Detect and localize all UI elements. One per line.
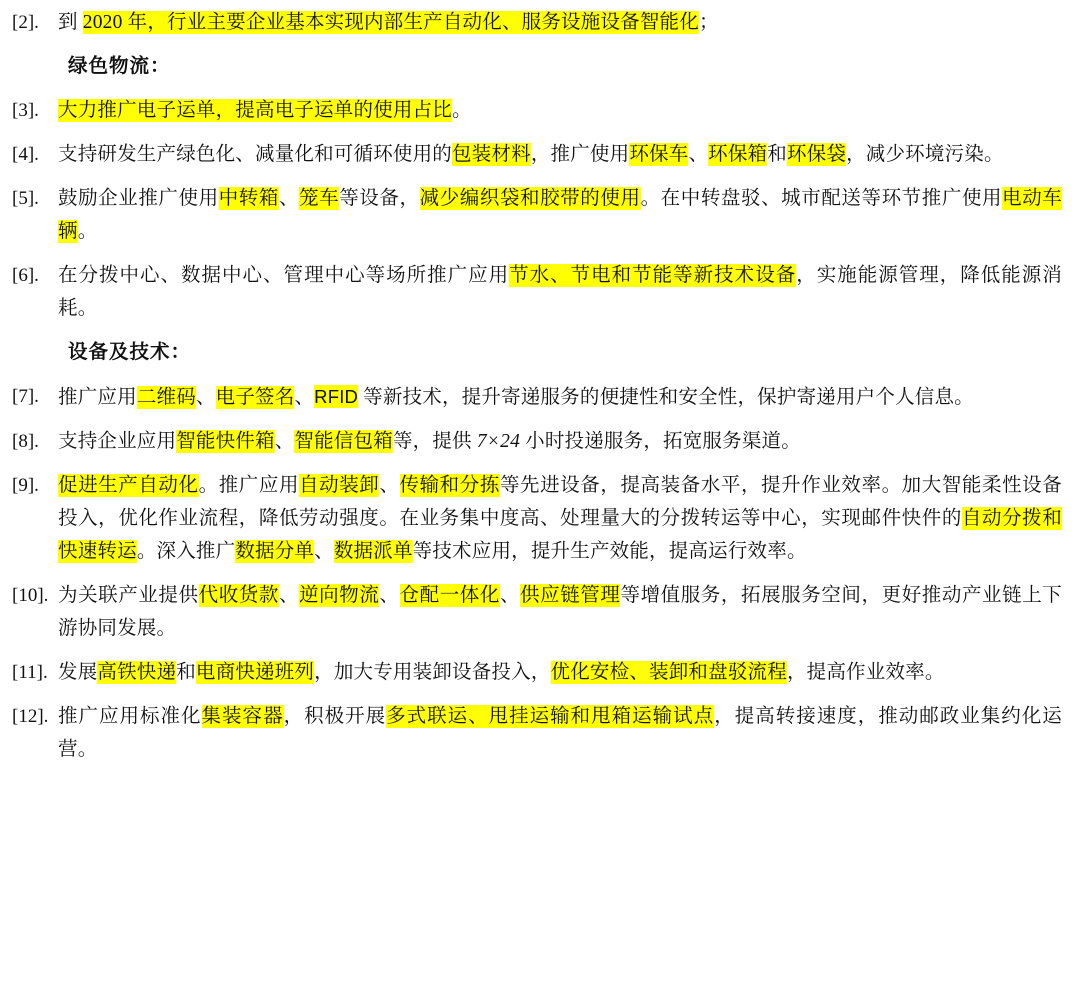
highlighted-text: 包装材料 — [452, 144, 531, 165]
text-segment: 鼓励企业推广使用 — [58, 188, 219, 209]
highlighted-text: 电子签名 — [215, 387, 295, 408]
highlighted-text: 数据派单 — [333, 541, 413, 562]
highlighted-term-rfid: RFID — [314, 386, 359, 407]
text-segment: 、 — [379, 585, 400, 606]
paragraph-text — [58, 6, 1062, 39]
highlighted-text: 二维码 — [136, 387, 196, 408]
highlighted-text: 环保车 — [629, 144, 689, 165]
text-segment: 。推广应用 — [198, 475, 300, 496]
text-segment: 、 — [278, 585, 300, 606]
list-item — [10, 6, 1062, 39]
highlighted-text: 环保袋 — [786, 144, 847, 165]
list-item — [10, 138, 1062, 171]
text-segment: 支持研发生产绿色化、减量化和可循环使用的 — [58, 144, 453, 165]
list-marker: [5]. — [12, 188, 39, 209]
highlighted-text: ，行业主要企业基本实现内部生产自动化、服务设施设备智能化 — [147, 12, 699, 33]
text-segment: 到 — [58, 12, 83, 33]
list-marker: [2]. — [12, 12, 39, 33]
list-marker: [6]. — [12, 265, 39, 286]
text-segment: 推广应用标准化 — [58, 706, 202, 727]
text-segment: 、 — [379, 475, 400, 496]
text-segment: ，实施能源管理，降低能源消耗。 — [58, 265, 1062, 319]
list-item — [10, 579, 1062, 645]
highlighted-text: 优化安检、装卸和盘驳流程 — [550, 662, 787, 683]
text-segment: 为关联产业提供 — [58, 585, 199, 606]
list-marker: [11]. — [12, 662, 48, 683]
list-marker: [12]. — [12, 706, 49, 727]
highlighted-text: 自动装卸 — [299, 475, 380, 496]
text-segment: ，加大专用装卸设备投入， — [314, 662, 551, 683]
list-marker: [4]. — [12, 144, 39, 165]
highlighted-text: 逆向物流 — [299, 585, 380, 606]
highlighted-text: 环保箱 — [708, 144, 768, 165]
formula-7x24: 7×24 — [476, 431, 521, 452]
text-segment: 等新技术，提升寄递服务的便捷性和安全性，保护寄递用户个人信息。 — [358, 387, 974, 408]
text-segment: 小时投递服务，拓宽服务渠道。 — [520, 431, 801, 452]
highlighted-text: 智能快件箱 — [176, 431, 275, 452]
list-marker: [10]. — [12, 585, 49, 606]
text-segment: 。深入推广 — [136, 541, 236, 562]
text-segment: ，提高转接速度，推动邮政业集约化运营。 — [58, 706, 1062, 760]
list-marker: [3]. — [12, 100, 39, 121]
paragraph-text — [58, 579, 1062, 645]
list-marker: [7]. — [12, 386, 39, 407]
text-segment: ，提高作业效率。 — [786, 662, 945, 683]
text-segment: ，推广使用 — [530, 144, 630, 165]
paragraph-text — [58, 94, 1062, 127]
text-segment: 。 — [452, 100, 472, 121]
text-segment: 发展 — [58, 662, 98, 683]
text-segment: 等，提供 — [392, 431, 477, 452]
highlighted-text: 电动车辆 — [58, 188, 1062, 242]
highlighted-text: 电商快递班列 — [195, 662, 315, 683]
paragraph-text — [58, 182, 1062, 248]
highlighted-text: 集装容器 — [201, 706, 284, 727]
list-item — [10, 259, 1062, 325]
text-segment: 、 — [294, 387, 315, 408]
paragraph-text — [58, 259, 1062, 325]
text-segment: 和 — [767, 144, 787, 165]
highlighted-text: 数据分单 — [235, 541, 315, 562]
paragraph-text — [58, 656, 1062, 689]
paragraph-text — [58, 380, 1062, 414]
text-segment: 在分拨中心、数据中心、管理中心等场所推广应用 — [58, 265, 510, 286]
highlighted-text: 节水、节电和节能等新技术设备 — [509, 265, 797, 286]
text-segment: 推广应用 — [58, 387, 137, 408]
highlighted-text: 传输和分拣 — [399, 475, 500, 496]
section-heading-equipment-technology: 设备及技术： — [68, 342, 192, 363]
text-segment: 等技术应用，提升生产效能，提高运行效率。 — [412, 541, 807, 562]
list-item — [10, 656, 1062, 689]
text-segment: 、 — [195, 387, 216, 408]
list-item — [10, 469, 1062, 568]
text-segment: ，积极开展 — [283, 706, 387, 727]
list-item — [10, 425, 1062, 458]
list-marker: [8]. — [12, 431, 39, 452]
list-item — [10, 182, 1062, 248]
text-segment: 。在中转盘驳、城市配送等环节推广使用 — [640, 188, 1003, 209]
highlighted-text: 促进生产自动化 — [58, 475, 199, 496]
text-segment: 等增值服务，拓展服务空间，更好推动产业链上下游协同发展。 — [58, 585, 1062, 639]
list-item — [10, 380, 1062, 414]
paragraph-text — [58, 700, 1062, 766]
paragraph-text — [58, 425, 1062, 458]
list-item — [10, 700, 1062, 766]
highlighted-text: 供应链管理 — [520, 585, 621, 606]
highlighted-text: 智能信包箱 — [294, 431, 393, 452]
text-segment: ，减少环境污染。 — [846, 144, 1004, 165]
highlighted-text: 高铁快递 — [97, 662, 177, 683]
highlighted-text: 减少编织袋和胶带的使用 — [419, 188, 641, 209]
highlighted-text: 大力推广电子运单，提高电子运单的使用占比 — [58, 100, 453, 121]
text-segment: 等设备， — [339, 188, 420, 209]
text-segment: 、 — [314, 541, 334, 562]
text-segment: ； — [698, 12, 719, 33]
text-segment: 、 — [499, 585, 521, 606]
list-marker: [9]. — [12, 475, 39, 496]
highlighted-text: 多式联运、甩挂运输和甩箱运输试点 — [386, 706, 715, 727]
section-heading-green-logistics: 绿色物流： — [68, 56, 171, 77]
text-segment: 、 — [274, 431, 295, 452]
highlighted-year: 2020 年 — [82, 12, 148, 33]
text-segment: 支持企业应用 — [58, 431, 177, 452]
text-segment: 、 — [278, 188, 300, 209]
highlighted-text: 代收货款 — [198, 585, 279, 606]
highlighted-text: 仓配一体化 — [399, 585, 500, 606]
paragraph-text — [58, 469, 1062, 568]
text-segment: 。 — [77, 221, 98, 242]
highlighted-text: 自动分拨和快速转运 — [58, 508, 1062, 562]
highlighted-text: 笼车 — [299, 188, 340, 209]
text-segment: 等先进设备，提高装备水平，提升作业效率。加大智能柔性设备投入，优化作业流程，降低劳动强度。在业务集中度高、处理量大的分拨转运等中心，实现邮件快件的 — [58, 475, 1062, 529]
list-item — [10, 94, 1062, 127]
highlighted-text: 中转箱 — [218, 188, 279, 209]
text-segment: 和 — [176, 662, 196, 683]
paragraph-text — [58, 138, 1062, 171]
text-segment: 、 — [688, 144, 709, 165]
